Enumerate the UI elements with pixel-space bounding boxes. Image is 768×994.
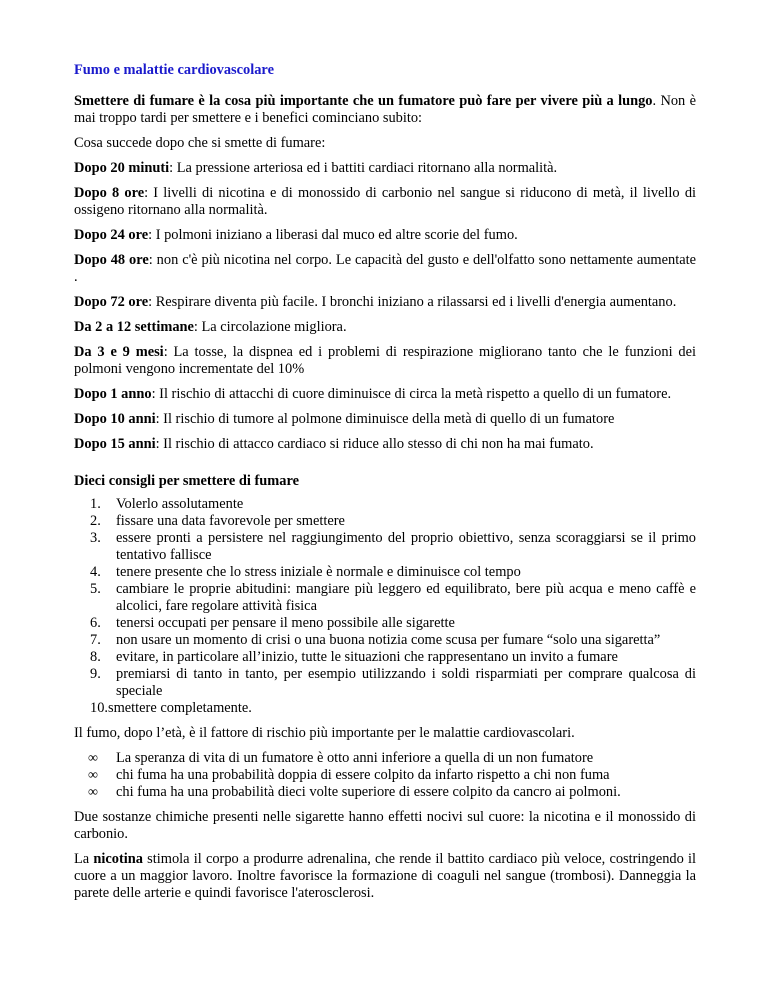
nicotine-paragraph [74, 851, 696, 902]
timeline-text: : La circolazione migliora. [193, 319, 347, 335]
intro-paragraph [74, 93, 696, 127]
list-text: evitare, in particolare all’inizio, tutte le situazioni che rappresentano un invito a fumare [116, 649, 618, 665]
list-text: essere pronti a persistere nel raggiungimento del proprio obiettivo, senza scoraggiarsi se il primo tentativo fallisce [116, 530, 696, 563]
list-number: 8. [90, 649, 101, 665]
list-item: 10.smettere completamente. [90, 700, 252, 716]
intro-rest: . Non è mai troppo tardi per smettere e i benefici cominciano subito: [74, 93, 696, 126]
list-item [74, 530, 696, 564]
list-item [74, 564, 696, 581]
timeline-item [74, 227, 696, 244]
list-item [74, 666, 696, 700]
nicotine-pre: La [74, 851, 94, 867]
timeline-item [74, 294, 696, 311]
list-text: fissare una data favorevole per smettere [116, 513, 345, 529]
timeline-item [74, 160, 696, 177]
list-number: 6. [90, 615, 101, 631]
timeline-label: Da 3 e 9 mesi [74, 344, 164, 360]
list-item [74, 513, 696, 530]
list-item [74, 632, 696, 649]
timeline-text: : non c'è più nicotina nel corpo. Le capacità del gusto e dell'olfatto sono nettamente aumentate . [74, 252, 696, 285]
timeline-item [74, 436, 696, 453]
timeline-text: : I livelli di nicotina e di monossido di carbonio nel sangue si riducono di metà, il livello di ossigeno ritornano alla normalità. [74, 185, 697, 218]
list-text: tenere presente che lo stress iniziale è normale e diminuisce col tempo [116, 564, 521, 580]
substances-paragraph: Due sostanze chimiche presenti nelle sigarette hanno effetti nocivi sul cuore: la nicotina e il monossido di carbonio. [74, 809, 696, 842]
timeline-item [74, 386, 696, 403]
infinity-bullet-icon: ∞ [88, 751, 98, 766]
list-text: non usare un momento di crisi o una buona notizia come scusa per fumare “solo una sigaretta” [116, 632, 661, 648]
list-number: 5. [90, 581, 101, 597]
risk-list [74, 750, 696, 801]
what-happens-text: Cosa succede dopo che si smette di fumare: [74, 135, 326, 151]
timeline-label: Dopo 15 anni [74, 436, 156, 452]
list-text: Volerlo assolutamente [116, 496, 244, 512]
list-item [74, 649, 696, 666]
timeline-text: : Il rischio di attacchi di cuore diminuisce di circa la metà rispetto a quello di un fumatore. [151, 386, 672, 402]
infinity-bullet-icon: ∞ [88, 768, 98, 783]
tips-heading: Dieci consigli per smettere di fumare [74, 473, 300, 489]
timeline-label: Dopo 20 minuti [74, 160, 170, 176]
timeline-text: : La tosse, la dispnea ed i problemi di respirazione migliorano tanto che le funzioni dei polmoni vengono incrementate del 10% [74, 344, 696, 377]
list-number: 7. [90, 632, 101, 648]
timeline-item [74, 252, 696, 286]
list-text: La speranza di vita di un fumatore è otto anni inferiore a quella di un non fumatore [116, 750, 594, 766]
list-item [74, 767, 696, 784]
risk-intro: Il fumo, dopo l’età, è il fattore di rischio più importante per le malattie cardiovascolari. [74, 725, 575, 741]
list-text: chi fuma ha una probabilità dieci volte superiore di essere colpito da cancro ai polmoni. [116, 784, 621, 800]
list-number: 2. [90, 513, 101, 529]
list-item [74, 581, 696, 615]
timeline-label: Dopo 48 ore [74, 252, 149, 268]
tips-list [74, 496, 696, 717]
document-page [74, 62, 696, 910]
document-title: Fumo e malattie cardiovascolare [74, 62, 274, 78]
list-text: chi fuma ha una probabilità doppia di essere colpito da infarto rispetto a chi non fuma [116, 767, 610, 783]
timeline-label: Da 2 a 12 settimane [74, 319, 194, 335]
timeline-label: Dopo 24 ore [74, 227, 149, 243]
timeline-label: Dopo 10 anni [74, 411, 156, 427]
list-text: cambiare le proprie abitudini: mangiare più leggero ed equilibrato, bere più acqua e meno caffè e alcolici, fare regolare attività fisica [116, 581, 696, 614]
list-item [74, 615, 696, 632]
list-item [74, 496, 696, 513]
timeline-label: Dopo 8 ore [74, 185, 145, 201]
timeline-text: : Il rischio di tumore al polmone diminuisce della metà di quello di un fumatore [155, 411, 615, 427]
list-number: 3. [90, 530, 101, 546]
nicotine-bold: nicotina [93, 851, 143, 867]
intro-bold: Smettere di fumare è la cosa più importante che un fumatore può fare per vivere più a lungo [74, 93, 653, 109]
timeline-item [74, 344, 696, 378]
timeline-label: Dopo 72 ore [74, 294, 149, 310]
list-item [74, 750, 696, 767]
timeline-item [74, 185, 696, 219]
list-number: 9. [90, 666, 101, 682]
timeline-text: : Respirare diventa più facile. I bronchi iniziano a rilassarsi ed i livelli d'energia aumentano. [148, 294, 677, 310]
list-text: tenersi occupati per pensare il meno possibile alle sigarette [116, 615, 455, 631]
nicotine-rest: stimola il corpo a produrre adrenalina, che rende il battito cardiaco più veloce, costringendo il cuore a un maggior lavoro. Inoltre favorisce la formazione di coaguli nel sangue (trombosi). Danneggia la parete delle arterie e quindi favorisce l'aterosclerosi. [74, 851, 696, 901]
infinity-bullet-icon: ∞ [88, 785, 98, 800]
list-item [74, 784, 696, 801]
list-number: 4. [90, 564, 101, 580]
list-number: 1. [90, 496, 101, 512]
timeline-label: Dopo 1 anno [74, 386, 152, 402]
timeline-text: : I polmoni iniziano a liberasi dal muco ed altre scorie del fumo. [148, 227, 518, 243]
timeline-item [74, 319, 696, 336]
timeline-item [74, 411, 696, 428]
timeline-text: : La pressione arteriosa ed i battiti cardiaci ritornano alla normalità. [169, 160, 558, 176]
list-text: premiarsi di tanto in tanto, per esempio utilizzando i soldi risparmiati per comprare qualcosa di speciale [116, 666, 696, 699]
timeline-text: : Il rischio di attacco cardiaco si riduce allo stesso di chi non ha mai fumato. [155, 436, 594, 452]
